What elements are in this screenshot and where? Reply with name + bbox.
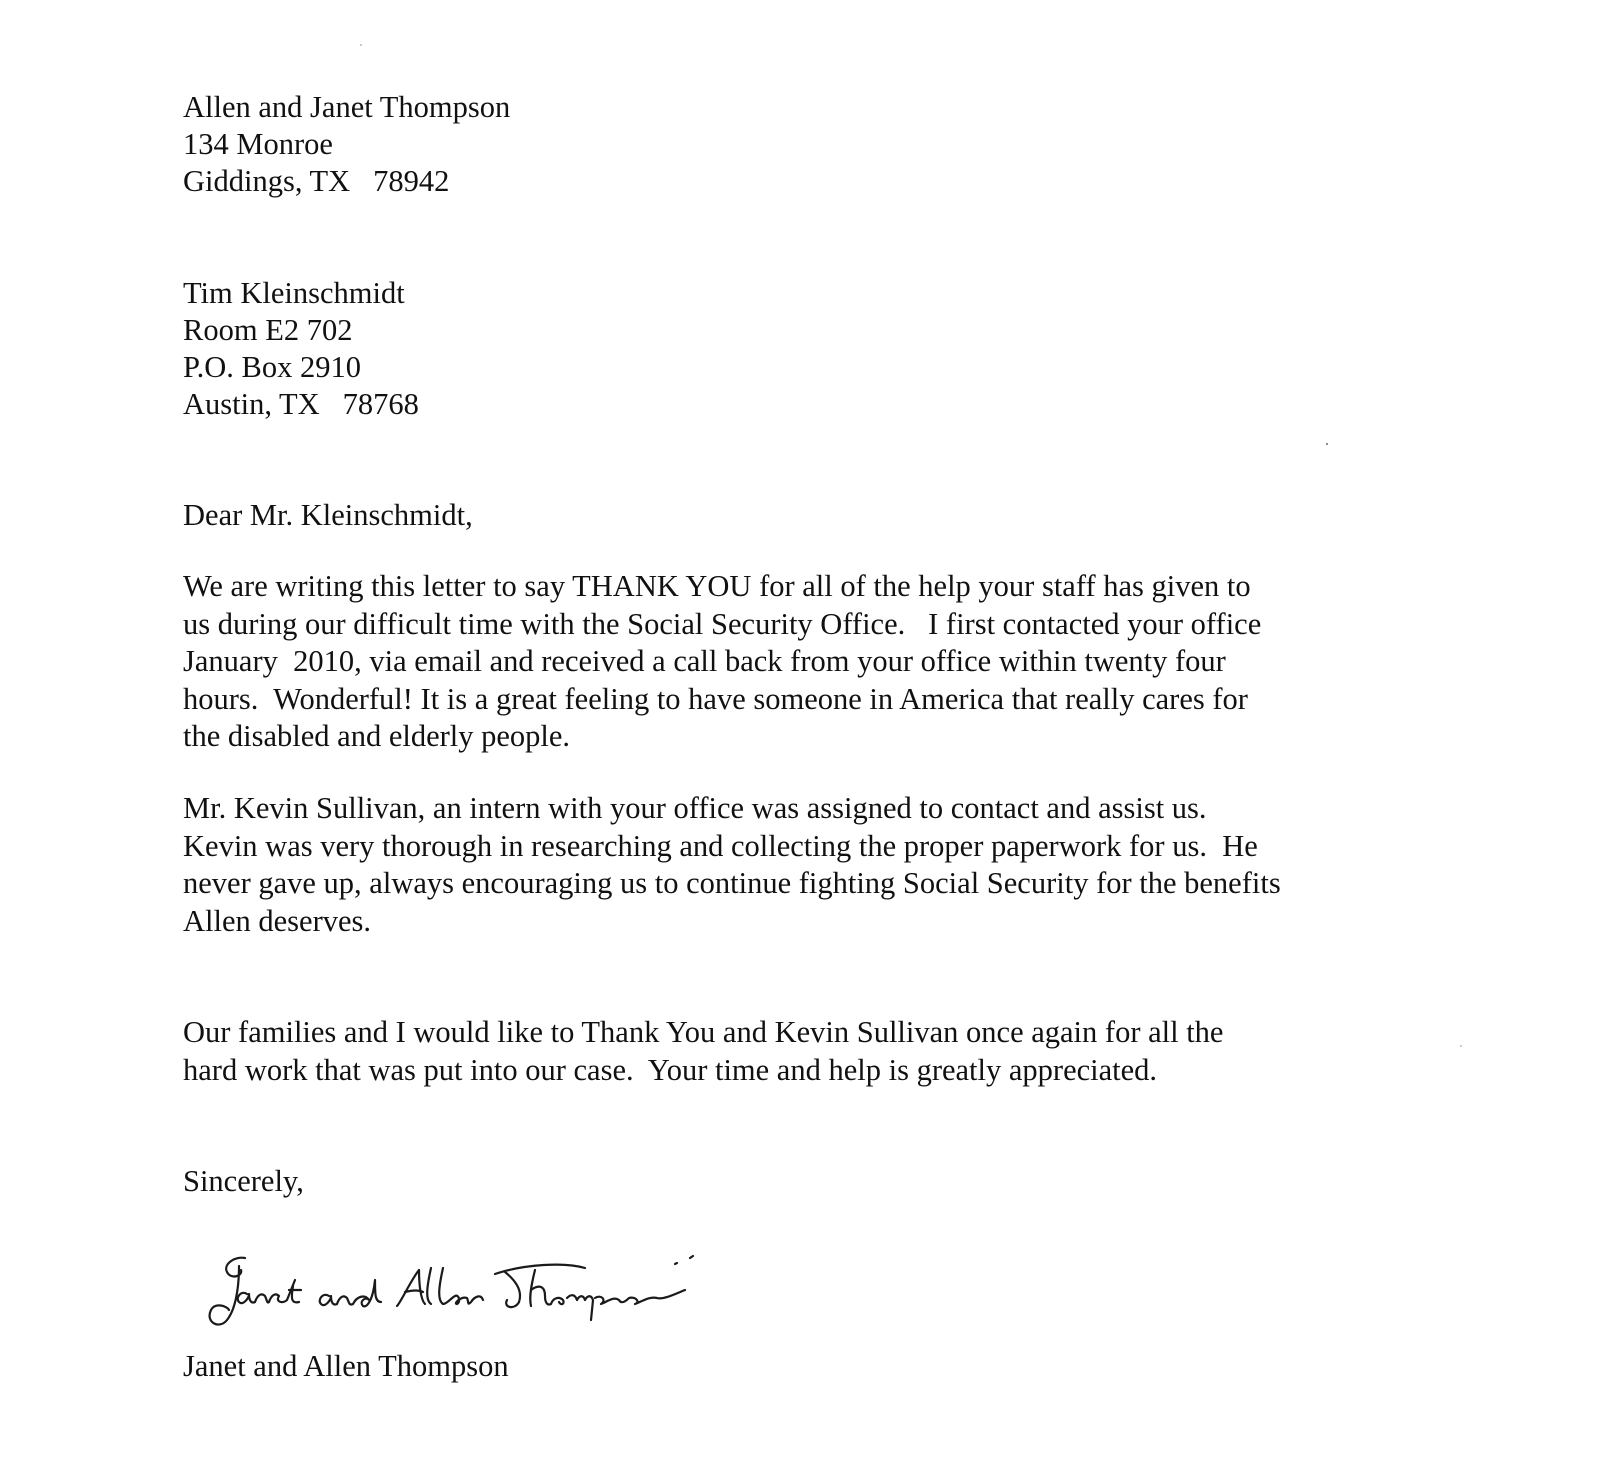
recipient-name: Tim Kleinschmidt — [183, 276, 405, 310]
printed-name: Janet and Allen Thompson — [183, 1349, 509, 1383]
scan-speck — [1460, 1045, 1462, 1047]
recipient-po-box: P.O. Box 2910 — [183, 350, 361, 384]
paragraph-line: Allen deserves. — [183, 903, 372, 938]
paragraph-line: January 2010, via email and received a call back from your office within twenty four — [183, 644, 1226, 679]
paragraph-line: Mr. Kevin Sullivan, an intern with your office was assigned to contact and assist us. — [183, 791, 1207, 825]
paragraph-line: hard work that was put into our case. Your time and help is greatly appreciated. — [183, 1052, 1158, 1087]
paragraph-line: We are writing this letter to say THANK YOU for all of the help your staff has given to — [183, 569, 1251, 603]
paragraph-line: us during our difficult time with the Social Security Office. I first contacted your office — [183, 606, 1262, 641]
paragraph-line: Our families and I would like to Thank You and Kevin Sullivan once again for all the — [183, 1015, 1224, 1049]
paragraph-line: the disabled and elderly people. — [183, 719, 571, 754]
paragraph-line: hours. Wonderful! It is a great feeling to have someone in America that really cares for — [183, 681, 1248, 716]
sender-street: 134 Monroe — [183, 127, 333, 161]
body-paragraph-2 — [183, 790, 1281, 940]
paragraph-line: never gave up, always encouraging us to continue fighting Social Security for the benefits — [183, 866, 1281, 901]
closing: Sincerely, — [183, 1164, 304, 1198]
salutation: Dear Mr. Kleinschmidt, — [183, 498, 473, 532]
body-paragraph-1 — [183, 568, 1261, 756]
recipient-city-state-zip: Austin, TX 78768 — [183, 387, 419, 421]
body-paragraph-3 — [183, 1014, 1223, 1089]
sender-name: Allen and Janet Thompson — [183, 90, 511, 124]
scan-speck — [360, 44, 362, 46]
paragraph-line: Kevin was very thorough in researching and collecting the proper paperwork for us. He — [183, 828, 1258, 863]
scan-speck — [1326, 443, 1328, 445]
sender-city-state-zip: Giddings, TX 78942 — [183, 164, 450, 198]
recipient-room: Room E2 702 — [183, 313, 353, 347]
